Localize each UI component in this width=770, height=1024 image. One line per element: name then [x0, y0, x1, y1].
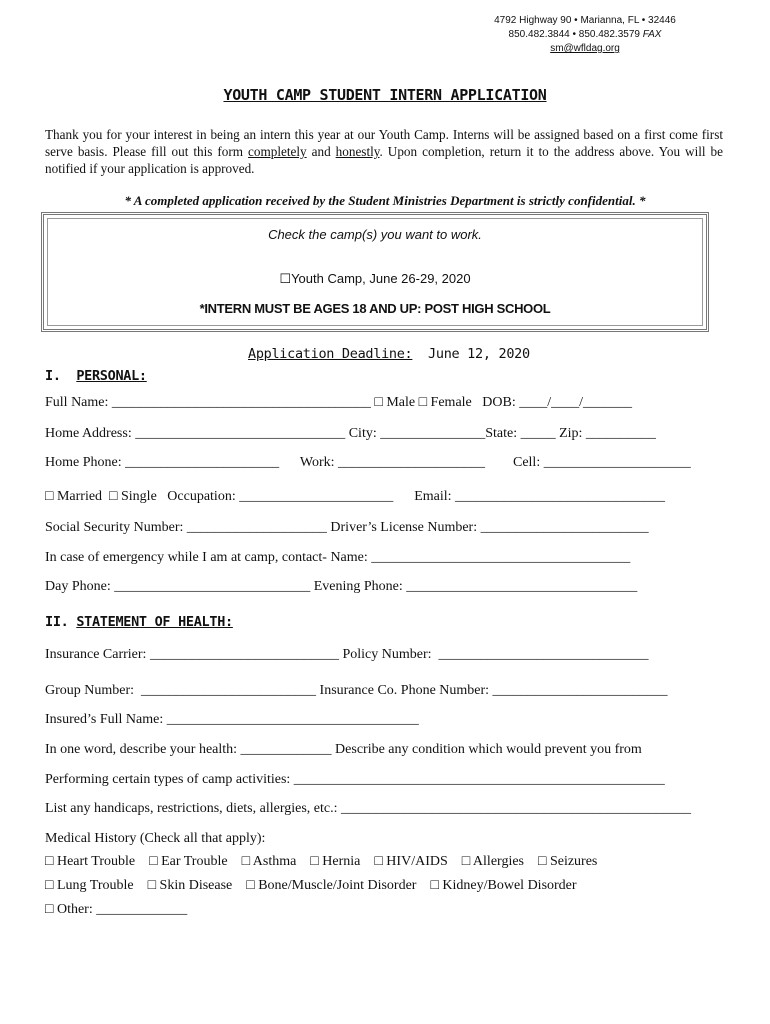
letterhead-address [470, 14, 700, 56]
intro-paragraph [45, 126, 723, 177]
medical-history-label: Medical History (Check all that apply): [45, 831, 266, 846]
handicaps-row[interactable]: List any handicaps, restrictions, diets, allergies, etc.: __________________________________________________ [45, 801, 691, 816]
section-title: PERSONAL: [76, 368, 147, 384]
phone-fax-line [470, 28, 700, 42]
section-title: STATEMENT OF HEALTH: [76, 614, 233, 630]
confidential-note: * A completed application received by the Student Ministries Department is strictly confidential. * [124, 193, 646, 208]
camp-box-heading: Check the camp(s) you want to work. [268, 227, 482, 242]
camp-activities-row[interactable]: Performing certain types of camp activities: _____________________________________________________ [45, 772, 665, 787]
age-requirement-note: *INTERN MUST BE AGES 18 AND UP: POST HIGH SCHOOL [199, 301, 551, 316]
camp-selection-inner [47, 218, 703, 326]
intro-completely: completely [248, 144, 307, 159]
health-description-row[interactable]: In one word, describe your health: _____________ Describe any condition which would prevent you from [45, 742, 642, 757]
address-line: 4792 Highway 90 • Marianna, FL • 32446 [494, 15, 676, 26]
application-deadline [248, 346, 530, 362]
marital-occupation-row[interactable]: □ Married □ Single Occupation: ______________________ Email: ______________________________ [45, 489, 666, 504]
phone-numbers: 850.482.3844 • 850.482.3579 [508, 29, 643, 40]
emergency-contact-row[interactable]: In case of emergency while I am at camp, contact- Name: _____________________________________ [45, 550, 631, 565]
email-link[interactable]: sm@wfldag.org [550, 43, 620, 54]
intro-text-2: . Upon completion, return it to the address above. You will be notified if your application is approved. [45, 144, 724, 176]
section-health-heading [45, 614, 233, 630]
section-personal-heading [45, 368, 147, 384]
insurance-carrier-row[interactable]: Insurance Carrier: ___________________________ Policy Number: ______________________________ [45, 647, 649, 662]
deadline-label: Application Deadline: [248, 346, 413, 362]
intro-and: and [306, 144, 336, 159]
insured-name-row[interactable]: Insured’s Full Name: ____________________________________ [45, 712, 419, 727]
section-numeral: II. [45, 614, 77, 630]
section-numeral: I. [45, 368, 77, 384]
emergency-phone-row[interactable]: Day Phone: ____________________________ Evening Phone: _________________________________ [45, 579, 638, 594]
ssn-license-row[interactable]: Social Security Number: ____________________ Driver’s License Number: ________________________ [45, 520, 649, 535]
camp-selection-box [41, 212, 709, 332]
other-condition-row[interactable]: □ Other: _____________ [45, 902, 188, 917]
fax-label: FAX [642, 29, 662, 40]
medical-checkbox-row-2[interactable]: □ Lung Trouble □ Skin Disease □ Bone/Muscle/Joint Disorder □ Kidney/Bowel Disorder [45, 878, 577, 893]
full-name-row[interactable]: Full Name: _____________________________________ □ Male □ Female DOB: ____/____/_______ [45, 395, 632, 410]
page-title: YOUTH CAMP STUDENT INTERN APPLICATION [223, 86, 547, 104]
deadline-date: June 12, 2020 [412, 346, 530, 362]
intro-text-1: Thank you for your interest in being an intern this year at our Youth Camp. Interns will be assigned based on a first come first serve basis. Please fill out this form [45, 127, 723, 159]
phone-row[interactable]: Home Phone: ______________________ Work: _____________________ Cell: _____________________ [45, 455, 691, 470]
intro-honestly: honestly [335, 144, 380, 159]
youth-camp-checkbox[interactable]: ☐Youth Camp, June 26-29, 2020 [279, 271, 471, 286]
group-number-row[interactable]: Group Number: _________________________ Insurance Co. Phone Number: _________________________ [45, 683, 668, 698]
medical-checkbox-row-1[interactable]: □ Heart Trouble □ Ear Trouble □ Asthma □ Hernia □ HIV/AIDS □ Allergies □ Seizures [45, 854, 598, 869]
home-address-row[interactable]: Home Address: ______________________________ City: _______________State: _____ Zip: __________ [45, 426, 656, 441]
